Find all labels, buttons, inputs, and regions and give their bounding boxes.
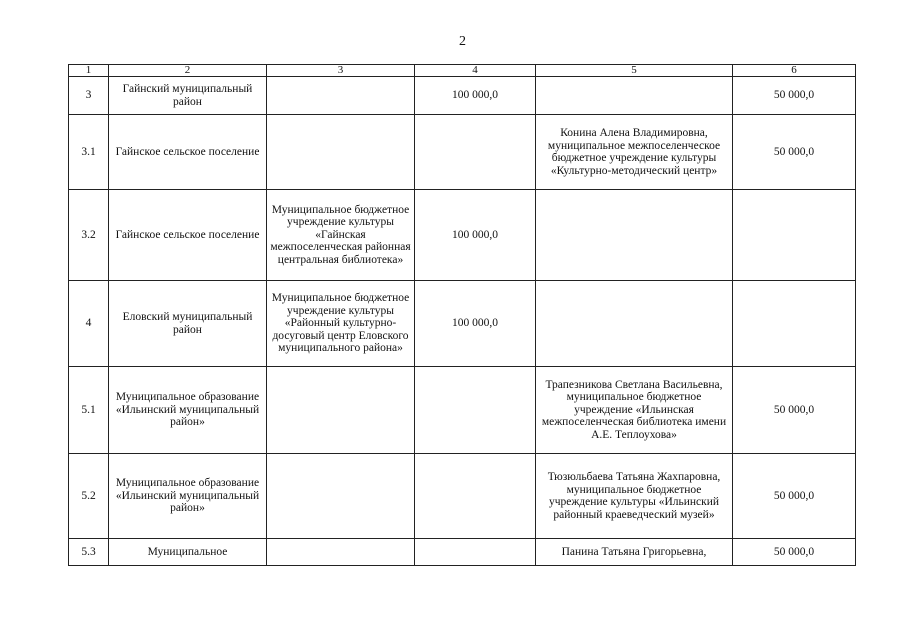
table-row xyxy=(69,367,856,454)
table-row xyxy=(69,190,856,281)
row-number: 5.2 xyxy=(69,454,109,539)
amount-col6: 50 000,0 xyxy=(733,367,856,454)
institution-name xyxy=(267,367,415,454)
table-row xyxy=(69,77,856,115)
amount-col6 xyxy=(733,190,856,281)
document-table xyxy=(68,64,856,566)
amount-col4: 100 000,0 xyxy=(415,77,536,115)
row-number: 5.1 xyxy=(69,367,109,454)
municipality-name: Муниципальное xyxy=(109,539,267,566)
table-row xyxy=(69,281,856,367)
column-header: 5 xyxy=(536,65,733,77)
institution-name: Муниципальное бюджетное учреждение культуры «Гайнская межпоселенческая районная центральная библиотека» xyxy=(267,190,415,281)
amount-col6: 50 000,0 xyxy=(733,454,856,539)
amount-col6: 50 000,0 xyxy=(733,539,856,566)
column-header: 2 xyxy=(109,65,267,77)
municipality-name: Муниципальное образование «Ильинский муниципальный район» xyxy=(109,367,267,454)
person-name: Трапезникова Светлана Васильевна, муниципальное бюджетное учреждение «Ильинская межпоселенческая библиотека имени А.Е. Теплоухова» xyxy=(536,367,733,454)
row-number: 3 xyxy=(69,77,109,115)
row-number: 3.1 xyxy=(69,115,109,190)
amount-col4 xyxy=(415,539,536,566)
institution-name xyxy=(267,539,415,566)
person-name: Конина Алена Владимировна, муниципальное межпоселенческое бюджетное учреждение культуры «Культурно-методический центр» xyxy=(536,115,733,190)
amount-col4: 100 000,0 xyxy=(415,281,536,367)
municipality-name: Муниципальное образование «Ильинский муниципальный район» xyxy=(109,454,267,539)
amount-col4 xyxy=(415,367,536,454)
column-header: 4 xyxy=(415,65,536,77)
person-name xyxy=(536,281,733,367)
person-name xyxy=(536,77,733,115)
row-number: 3.2 xyxy=(69,190,109,281)
person-name: Панина Татьяна Григорьевна, xyxy=(536,539,733,566)
municipality-name: Гайнский муниципальный район xyxy=(109,77,267,115)
amount-col6: 50 000,0 xyxy=(733,115,856,190)
table-row xyxy=(69,454,856,539)
municipality-name: Гайнское сельское поселение xyxy=(109,115,267,190)
table-row xyxy=(69,115,856,190)
amount-col4: 100 000,0 xyxy=(415,190,536,281)
column-header: 3 xyxy=(267,65,415,77)
row-number: 4 xyxy=(69,281,109,367)
table-header-row xyxy=(69,65,856,77)
amount-col4 xyxy=(415,454,536,539)
municipality-name: Еловский муниципальный район xyxy=(109,281,267,367)
amount-col4 xyxy=(415,115,536,190)
amount-col6: 50 000,0 xyxy=(733,77,856,115)
institution-name: Муниципальное бюджетное учреждение культуры «Районный культурно-досуговый центр Еловского муниципального района» xyxy=(267,281,415,367)
institution-name xyxy=(267,77,415,115)
row-number: 5.3 xyxy=(69,539,109,566)
amount-col6 xyxy=(733,281,856,367)
page-number: 2 xyxy=(459,34,466,49)
institution-name xyxy=(267,115,415,190)
municipality-name: Гайнское сельское поселение xyxy=(109,190,267,281)
column-header: 6 xyxy=(733,65,856,77)
institution-name xyxy=(267,454,415,539)
table-row xyxy=(69,539,856,566)
person-name xyxy=(536,190,733,281)
person-name: Тюзюльбаева Татьяна Жахпаровна, муниципальное бюджетное учреждение культуры «Ильинский районный краеведческий музей» xyxy=(536,454,733,539)
column-header: 1 xyxy=(69,65,109,77)
